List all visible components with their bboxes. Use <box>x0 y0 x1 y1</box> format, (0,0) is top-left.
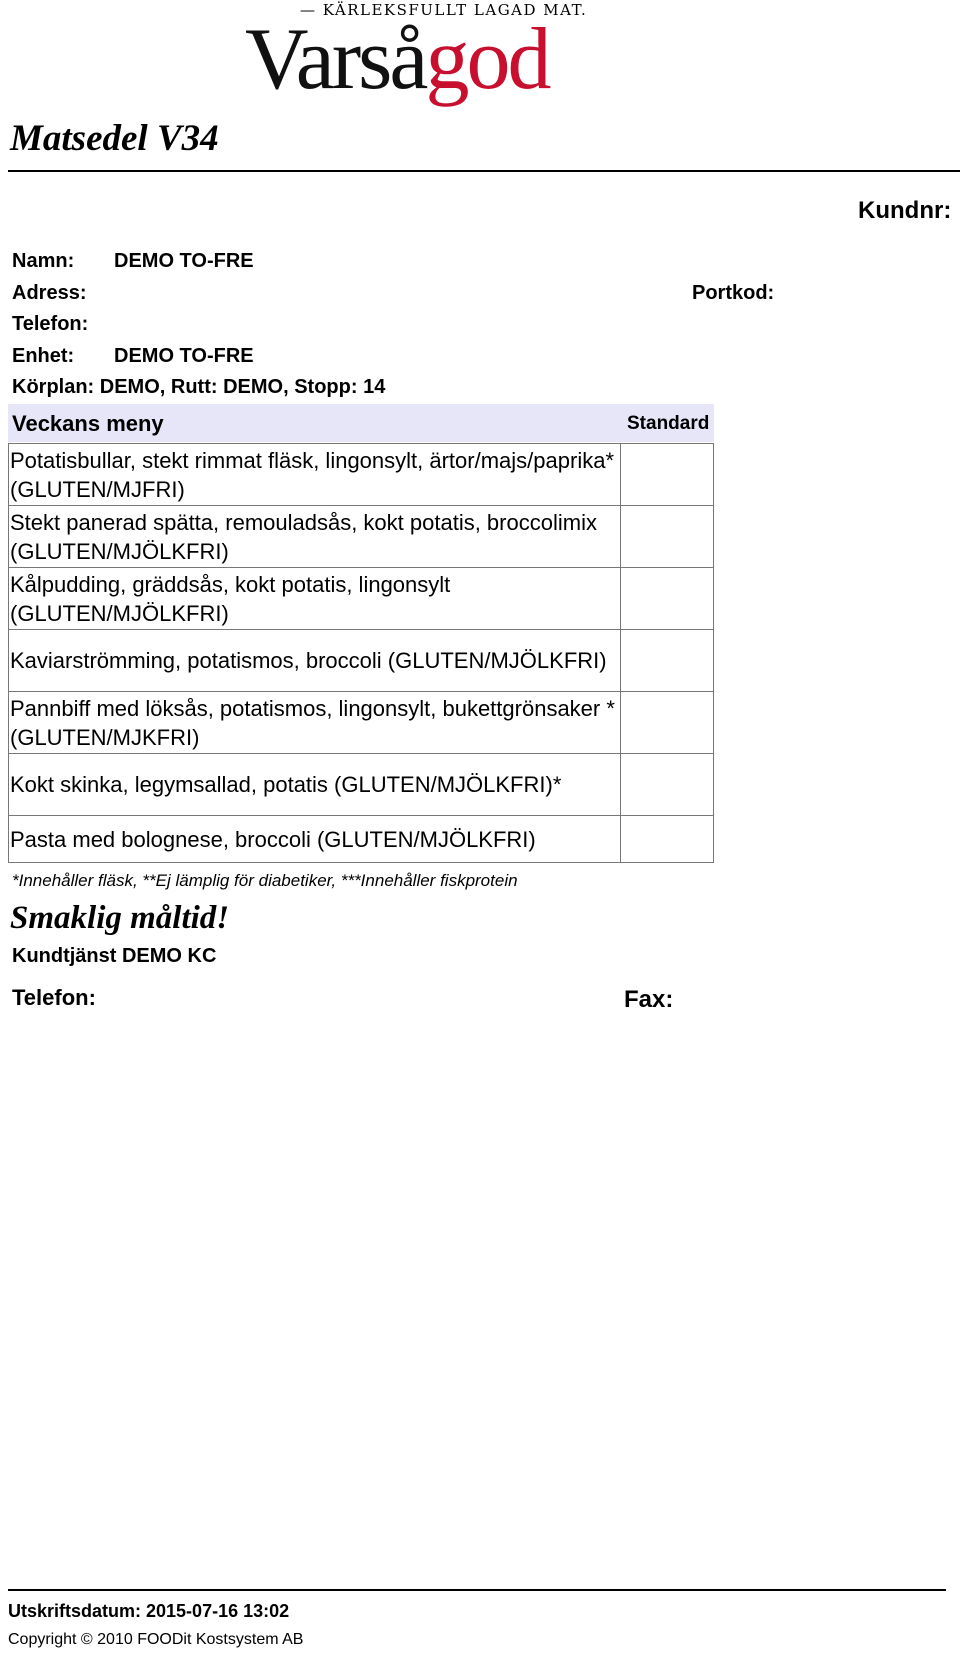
menu-header-title: Veckans meny <box>12 411 164 436</box>
standard-checkbox[interactable] <box>620 692 713 754</box>
menu-row <box>9 692 714 754</box>
customer-number-label: Kundnr: <box>858 197 952 224</box>
menu-row <box>9 630 714 692</box>
customer-service-phone-label: Telefon: <box>12 985 96 1010</box>
address-label: Adress: <box>12 282 87 304</box>
logo-wordmark-part2: god <box>425 11 549 108</box>
standard-checkbox[interactable] <box>620 816 713 863</box>
page-title: Matsedel V34 <box>10 118 219 159</box>
logo-wordmark-part1: Varså <box>245 11 426 108</box>
logo-tagline: — KÄRLEKSFULLT LAGAD MAT. <box>300 1 588 19</box>
menu-row <box>9 568 714 630</box>
dish-name: Pasta med bolognese, broccoli (GLUTEN/MJÖLKFRI) <box>9 816 621 863</box>
header-divider <box>8 170 960 172</box>
standard-column-label: Standard <box>627 413 710 434</box>
dish-name: Kaviarströmming, potatismos, broccoli (GLUTEN/MJÖLKFRI) <box>9 630 621 692</box>
unit-label: Enhet: <box>12 345 75 367</box>
customer-service: Kundtjänst DEMO KC <box>12 945 217 967</box>
dish-name: Kokt skinka, legymsallad, potatis (GLUTEN/MJÖLKFRI)* <box>9 754 621 816</box>
copyright-notice: Copyright © 2010 FOODit Kostsystem AB <box>8 1631 304 1648</box>
standard-checkbox[interactable] <box>620 444 713 506</box>
closing-greeting: Smaklig måltid! <box>10 900 230 936</box>
footer-divider <box>8 1589 946 1591</box>
standard-checkbox[interactable] <box>620 568 713 630</box>
name-value: DEMO TO-FRE <box>114 250 254 272</box>
menu-row <box>9 754 714 816</box>
print-date: Utskriftsdatum: 2015-07-16 13:02 <box>8 1601 290 1621</box>
standard-checkbox[interactable] <box>620 506 713 568</box>
phone-label: Telefon: <box>12 313 89 335</box>
brand-logo <box>245 0 600 110</box>
dish-name: Potatisbullar, stekt rimmat fläsk, lingonsylt, ärtor/majs/paprika*(GLUTEN/MJFRI) <box>9 444 621 506</box>
unit-value: DEMO TO-FRE <box>114 345 254 367</box>
menu-row <box>9 506 714 568</box>
dish-name: Kålpudding, gräddsås, kokt potatis, lingonsylt (GLUTEN/MJÖLKFRI) <box>9 568 621 630</box>
allergen-footnote: *Innehåller fläsk, **Ej lämplig för diabetiker, ***Innehåller fiskprotein <box>12 871 518 890</box>
standard-checkbox[interactable] <box>620 630 713 692</box>
dish-name: Pannbiff med löksås, potatismos, lingonsylt, bukettgrönsaker *(GLUTEN/MJKFRI) <box>9 692 621 754</box>
fax-label: Fax: <box>624 986 674 1013</box>
menu-row <box>9 444 714 506</box>
standard-checkbox[interactable] <box>620 754 713 816</box>
name-label: Namn: <box>12 250 75 272</box>
logo-wordmark <box>245 10 548 110</box>
door-code-label: Portkod: <box>692 282 775 304</box>
menu-table <box>8 443 714 863</box>
dish-name: Stekt panerad spätta, remouladsås, kokt potatis, broccolimix (GLUTEN/MJÖLKFRI) <box>9 506 621 568</box>
route-plan: Körplan: DEMO, Rutt: DEMO, Stopp: 14 <box>12 376 386 398</box>
menu-row <box>9 816 714 863</box>
